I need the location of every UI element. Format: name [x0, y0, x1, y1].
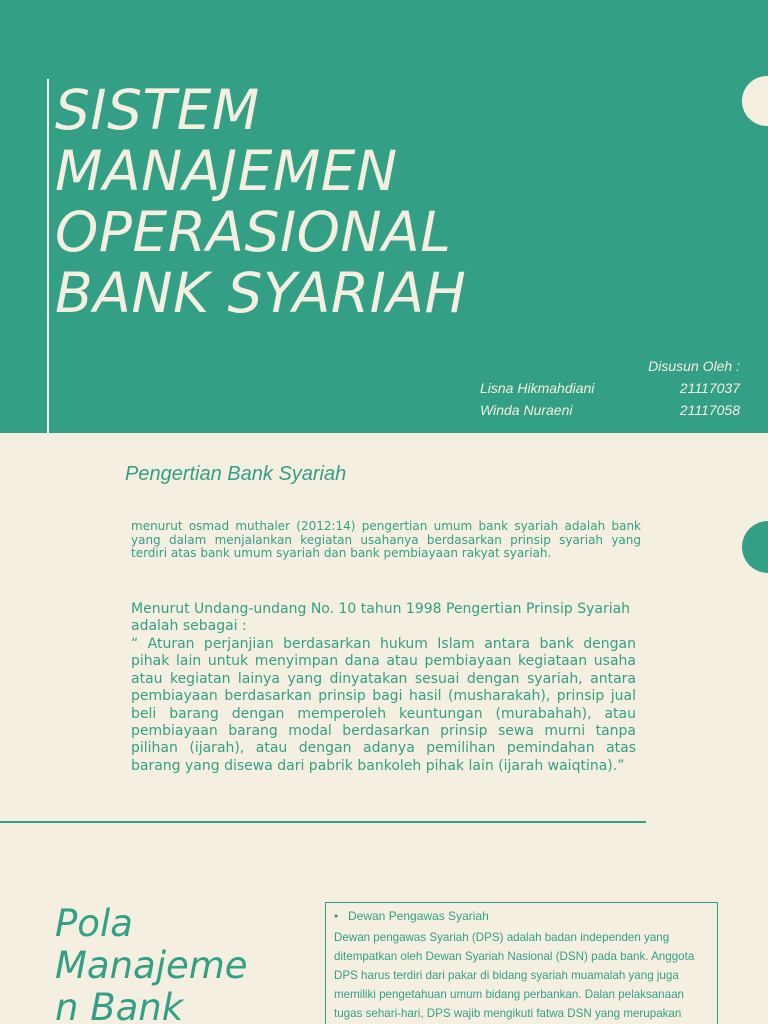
title-line: n Bank [55, 986, 184, 1024]
body-line: ditempatkan oleh Dewan Syariah Nasional (DSN) pada bank. Anggota [334, 950, 695, 963]
author-id: 21117058 [679, 402, 740, 418]
presentation-title [55, 80, 466, 324]
author-name: Lisna Hikmahdiani [480, 380, 595, 396]
body-line: tugas sehari-hari, DPS wajib mengikuti fatwa DSN yang merupakan [334, 1007, 682, 1020]
decorative-circle [742, 521, 768, 573]
body-line: Dewan pengawas Syariah (DPS) adalah badan independen yang [334, 931, 670, 944]
author-row [480, 399, 740, 421]
title-line: OPERASIONAL [55, 200, 452, 264]
body-line: DPS harus terdiri dari pakar di bidang syariah muamalah yang juga [334, 969, 679, 982]
bullet-icon: • [334, 909, 339, 923]
bullet-label: Dewan Pengawas Syariah [348, 909, 489, 923]
title-line: SISTEM [55, 78, 260, 142]
title-line: Pola [55, 902, 133, 945]
body-text [334, 928, 710, 1023]
content-box [325, 902, 718, 1024]
definition-paragraph: menurut osmad muthaler (2012:14) pengertian umum bank syariah adalah bank yang dalam menjalankan kegiatan usahanya berdasarkan prinsip syariah yang terdiri atas bank umum syariah dan bank pembiayaan rakyat syariah. [131, 519, 641, 560]
author-id: 21117037 [679, 380, 740, 396]
management-pattern-slide [0, 823, 768, 1024]
title-line: MANAJEMEN [55, 139, 398, 203]
prepared-by-label: Disusun Oleh : [648, 358, 740, 374]
law-reference-paragraph: Menurut Undang-undang No. 10 tahun 1998 Pengertian Prinsip Syariah adalah sebagai : [131, 601, 631, 635]
slide-heading: Pengertian Bank Syariah [125, 463, 347, 485]
title-slide [0, 0, 768, 433]
title-line: Manajeme [55, 944, 248, 987]
bullet-item [334, 908, 710, 924]
authors-block [480, 355, 740, 421]
decorative-circle [742, 76, 768, 126]
title-divider-line [47, 79, 49, 433]
slide-title [55, 903, 285, 1024]
definition-slide [0, 433, 768, 823]
quote-paragraph: “ Aturan perjanjian berdasarkan hukum Islam antara bank dengan pihak lain untuk menyimpan dana atau pembiayaan kegiataan usaha atau kegiatan lainya yang dinyatakan sesuai dengan syariah, antara pembiayaan berdasarkan prinsip bagi hasil (musharakah), prinsip jual beli barang dengan memperoleh keuntungan (murabahah), atau pembiayaan barang modal berdasarkan prinsip sewa murni tanpa pilihan (ijarah), atau dengan adanya pemilihan pemindahan atas barang yang disewa dari pabrik bankoleh pihak lain (ijarah waiqtina).” [131, 636, 636, 774]
author-row [480, 377, 740, 399]
author-name: Winda Nuraeni [480, 402, 573, 418]
body-line: memiliki pengetahuan umum bidang perbankan. Dalan pelaksanaan [334, 988, 684, 1001]
title-line: BANK SYARIAH [55, 261, 467, 325]
